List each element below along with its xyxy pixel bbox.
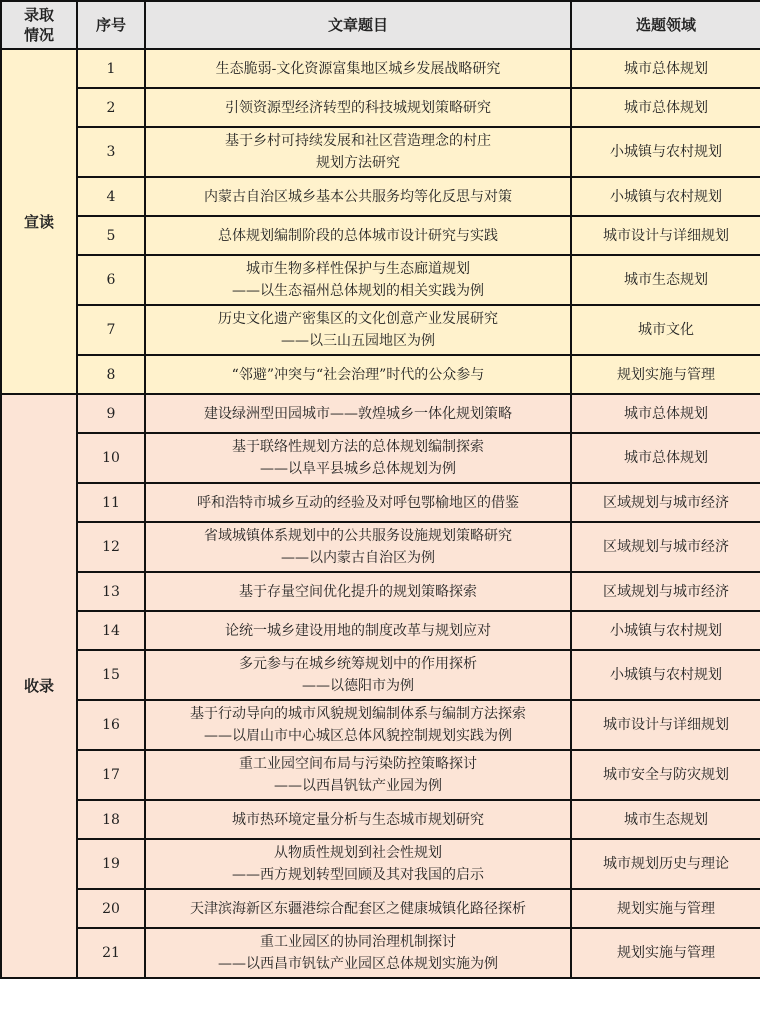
row-number: 16 [77,700,145,750]
topic-field: 小城镇与农村规划 [571,127,760,177]
paper-title [145,650,571,700]
paper-title [145,305,571,355]
paper-title-line: ——以眉山市中心城区总体风貌控制规划实践为例 [204,728,512,744]
header-status-label: 录取情况 [23,6,54,44]
row-number: 5 [77,216,145,255]
topic-field: 区域规划与城市经济 [571,483,760,522]
paper-title-line: ——以三山五园地区为例 [281,333,435,349]
table-row [1,839,760,889]
paper-title-line: ——以内蒙古自治区为例 [281,550,435,566]
paper-title [145,572,571,611]
row-number: 7 [77,305,145,355]
row-number: 20 [77,889,145,928]
paper-title-line: 基于乡村可持续发展和社区营造理念的村庄 [225,133,491,149]
topic-field: 城市文化 [571,305,760,355]
topic-field: 规划实施与管理 [571,889,760,928]
row-number: 15 [77,650,145,700]
row-number: 4 [77,177,145,216]
paper-title-line: 基于行动导向的城市风貌规划编制体系与编制方法探索 [190,706,526,722]
topic-field: 区域规划与城市经济 [571,522,760,572]
table-row [1,433,760,483]
table-row [1,88,760,127]
topic-field: 小城镇与农村规划 [571,611,760,650]
table-row [1,572,760,611]
paper-title-line: ——以西昌钒钛产业园为例 [274,778,442,794]
paper-title-line: 城市热环境定量分析与生态城市规划研究 [232,811,484,828]
paper-title-line: 重工业园区的协同治理机制探讨 [260,934,456,950]
row-number: 11 [77,483,145,522]
row-number: 14 [77,611,145,650]
paper-title [145,522,571,572]
paper-title [145,355,571,394]
group-label: 收录 [1,394,77,978]
paper-title-line: 呼和浩特市城乡互动的经验及对呼包鄂榆地区的借鉴 [197,494,519,511]
paper-title-line: ——以德阳市为例 [302,678,414,694]
row-number: 13 [77,572,145,611]
header-title: 文章题目 [145,1,571,49]
table-row [1,216,760,255]
table-row [1,650,760,700]
paper-title-line: ——以阜平县城乡总体规划为例 [260,461,456,477]
row-number: 9 [77,394,145,433]
row-number: 8 [77,355,145,394]
table-row [1,522,760,572]
table-row [1,700,760,750]
table-row [1,611,760,650]
paper-title [145,177,571,216]
paper-title [145,611,571,650]
paper-title [145,255,571,305]
paper-title-line: 建设绿洲型田园城市——敦煌城乡一体化规划策略 [204,405,512,422]
topic-field: 城市总体规划 [571,394,760,433]
header-field: 选题领域 [571,1,760,49]
topic-field: 规划实施与管理 [571,355,760,394]
paper-title [145,750,571,800]
paper-title-line: ——西方规划转型回顾及其对我国的启示 [232,867,484,883]
paper-title-line: 多元参与在城乡统筹规划中的作用探析 [239,656,477,672]
topic-field: 城市设计与详细规划 [571,216,760,255]
table-row [1,483,760,522]
topic-field: 城市规划历史与理论 [571,839,760,889]
header-row [1,1,760,49]
row-number: 3 [77,127,145,177]
paper-title-line: 城市生物多样性保护与生态廊道规划 [246,261,470,277]
paper-title-line: 生态脆弱-文化资源富集地区城乡发展战略研究 [215,60,501,77]
row-number: 12 [77,522,145,572]
table-row [1,928,760,978]
topic-field: 城市总体规划 [571,88,760,127]
table-row [1,889,760,928]
table-row [1,355,760,394]
table-row [1,305,760,355]
paper-title-line: 内蒙古自治区城乡基本公共服务均等化反思与对策 [204,188,512,205]
topic-field: 小城镇与农村规划 [571,650,760,700]
header-status [1,1,77,49]
table-row [1,800,760,839]
table-row [1,750,760,800]
paper-title-line: ——以生态福州总体规划的相关实践为例 [232,283,484,299]
paper-title [145,839,571,889]
paper-title-line: 从物质性规划到社会性规划 [274,845,442,861]
paper-title-line: 引领资源型经济转型的科技城规划策略研究 [225,99,491,116]
paper-title [145,49,571,88]
paper-title [145,127,571,177]
table-row [1,177,760,216]
row-number: 19 [77,839,145,889]
paper-title-line: 重工业园空间布局与污染防控策略探讨 [239,756,477,772]
row-number: 18 [77,800,145,839]
paper-title-line: “邻避”冲突与“社会治理”时代的公众参与 [231,366,485,383]
paper-title-line: 天津滨海新区东疆港综合配套区之健康城镇化路径探析 [190,900,526,917]
paper-title [145,483,571,522]
paper-title [145,928,571,978]
paper-title [145,889,571,928]
paper-title-line: 总体规划编制阶段的总体城市设计研究与实践 [218,227,498,244]
paper-title [145,216,571,255]
paper-title-line: 基于联络性规划方法的总体规划编制探索 [232,439,484,455]
table-row [1,49,760,88]
paper-title [145,394,571,433]
paper-title [145,800,571,839]
topic-field: 城市设计与详细规划 [571,700,760,750]
paper-title [145,700,571,750]
paper-title [145,88,571,127]
topic-field: 城市生态规划 [571,255,760,305]
topic-field: 城市安全与防灾规划 [571,750,760,800]
paper-title-line: 论统一城乡建设用地的制度改革与规划应对 [225,622,491,639]
paper-title-line: 基于存量空间优化提升的规划策略探索 [239,583,477,600]
paper-title [145,433,571,483]
paper-title-line: 省域城镇体系规划中的公共服务设施规划策略研究 [204,528,512,544]
topic-field: 城市总体规划 [571,433,760,483]
group-label: 宣读 [1,49,77,394]
row-number: 2 [77,88,145,127]
row-number: 10 [77,433,145,483]
topic-field: 城市生态规划 [571,800,760,839]
row-number: 21 [77,928,145,978]
paper-title-line: 规划方法研究 [316,155,400,171]
topic-field: 规划实施与管理 [571,928,760,978]
row-number: 6 [77,255,145,305]
topic-field: 区域规划与城市经济 [571,572,760,611]
paper-title-line: 历史文化遗产密集区的文化创意产业发展研究 [218,311,498,327]
paper-title-line: ——以西昌市钒钛产业园区总体规划实施为例 [218,956,498,972]
row-number: 17 [77,750,145,800]
topic-field: 小城镇与农村规划 [571,177,760,216]
header-no: 序号 [77,1,145,49]
table-row [1,394,760,433]
table-row [1,255,760,305]
topic-field: 城市总体规划 [571,49,760,88]
table-row [1,127,760,177]
row-number: 1 [77,49,145,88]
